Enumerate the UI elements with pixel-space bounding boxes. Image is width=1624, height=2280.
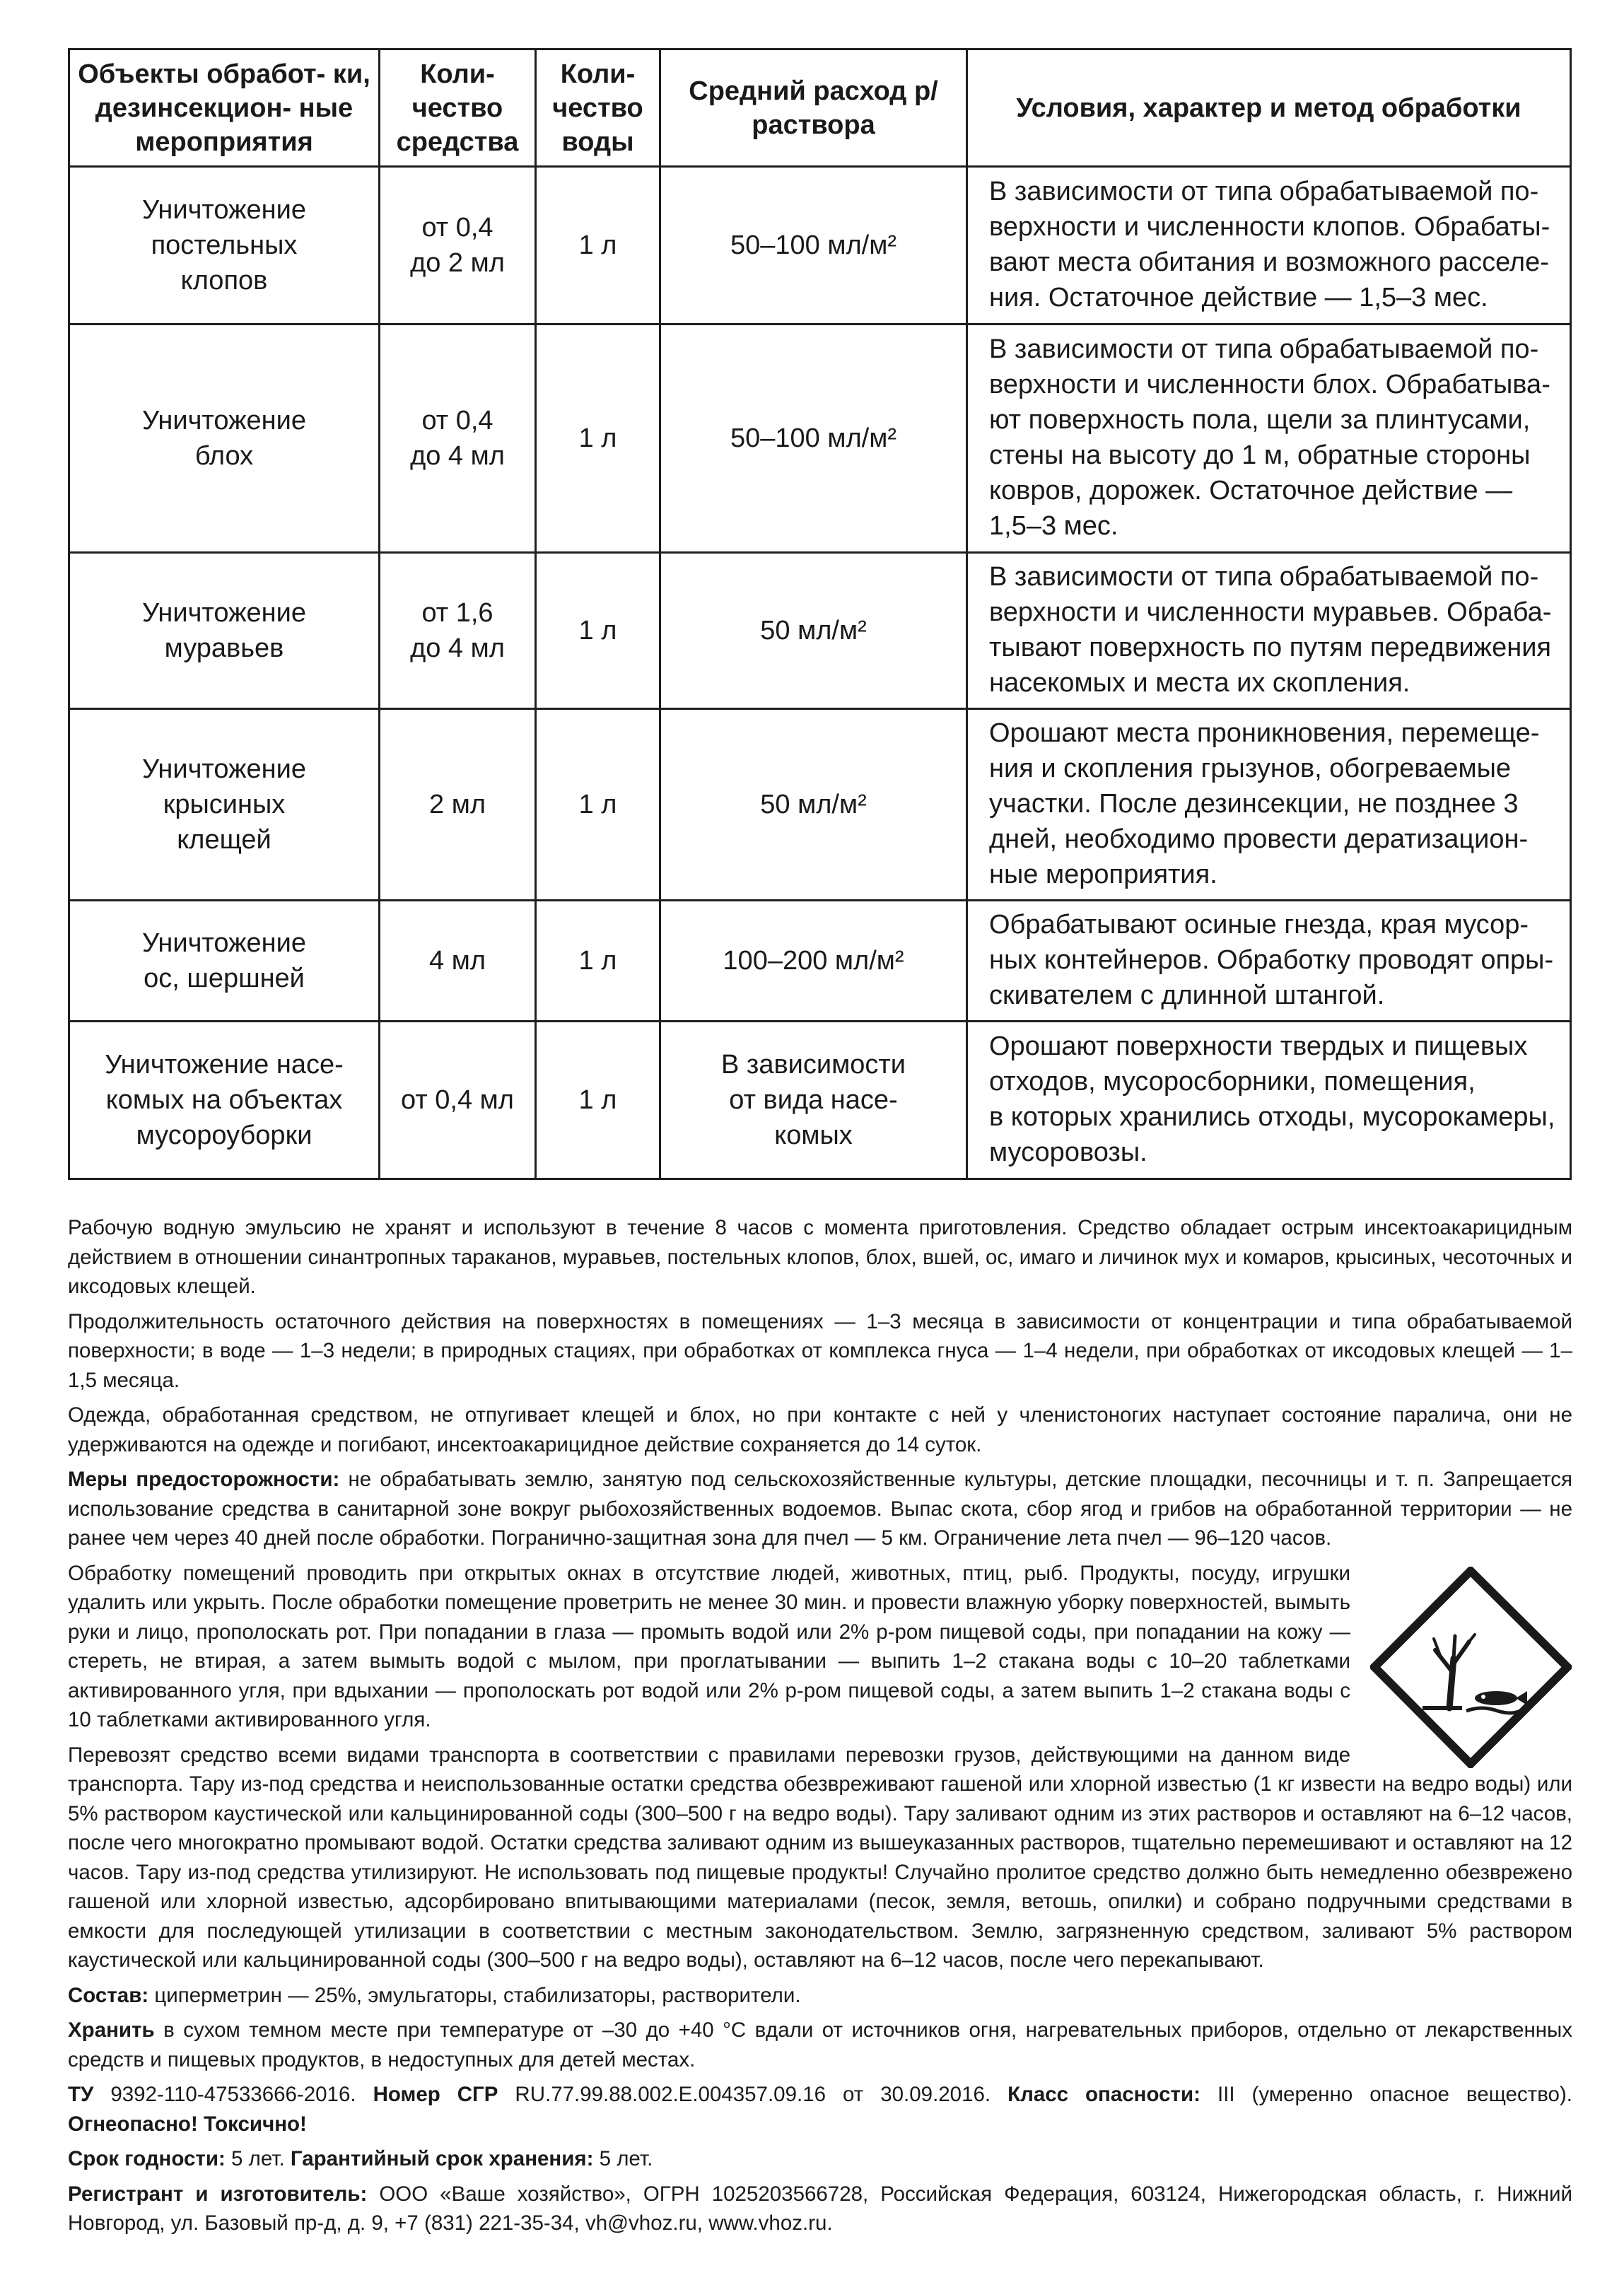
storage-label: Хранить bbox=[68, 2018, 155, 2042]
warranty-value: 5 лет. bbox=[593, 2147, 653, 2170]
table-row bbox=[69, 553, 1571, 709]
cell-amount: от 0,4 до 2 мл bbox=[380, 167, 536, 325]
warranty-label: Гарантийный срок хранения: bbox=[290, 2147, 594, 2170]
cell-object: Уничтожение постельных клопов bbox=[69, 167, 380, 325]
cell-water: 1 л bbox=[536, 1022, 660, 1179]
precautions-text: не обрабатывать землю, занятую под сельскохозяйственные культуры, детские площадки, песочницы и т. п. Запрещается использование средства в санитарной зоне вокруг рыбохозяйственных водоемов. Выпас скота, сбор ягод и грибов на обработанной территории — не ранее чем через 40 дней после обработки. Погранично-защитная зона для пчел — 5 км. Ограничение лета пчел — 96–120 часов. bbox=[68, 1468, 1572, 1550]
cell-rate: В зависимости от вида насе- комых bbox=[660, 1022, 967, 1179]
tu-value: 9392-110-47533666-2016. bbox=[93, 2083, 373, 2106]
storage-text: в сухом темном месте при температуре от –30 до +40 °С вдали от источников огня, нагревательных приборов, отдельно от лекарственных средств и пищевых продуктов, в недоступных для детей местах. bbox=[68, 2018, 1572, 2071]
table-header-row bbox=[69, 49, 1571, 167]
usage-table bbox=[68, 48, 1572, 1180]
tu-label: ТУ bbox=[68, 2083, 94, 2106]
paragraph-first-aid: Обработку помещений проводить при открытых окнах в отсутствие людей, животных, птиц, рыб. Продукты, посуду, игрушки удалить или укрыть. После обработки помещение проветрить не менее 30 мин. и провести влажную уборку поверхностей, вымыть руки и лицо, прополоскать рот. При попадании в глаза — промыть водой или 2% р-ром пищевой соды, при попадании на кожу — стереть, не втирая, а затем вымыть водой с мылом, при проглатывании — выпить 1–2 стакана воды с 10–20 таблетками активированного угля, при вдыхании — прополоскать рот водой или 2% р-ром пищевой соды, а затем выпить 1–2 стакана воды с 10 таблетками активированного угля. bbox=[68, 1561, 1350, 1731]
sgr-label: Номер СГР bbox=[373, 2083, 498, 2106]
cell-water: 1 л bbox=[536, 325, 660, 553]
cell-water: 1 л bbox=[536, 553, 660, 709]
header-water: Коли- чество воды bbox=[536, 49, 660, 167]
cell-amount: от 0,4 мл bbox=[380, 1022, 536, 1179]
table-row bbox=[69, 1022, 1571, 1179]
paragraph-registration bbox=[68, 2080, 1572, 2139]
hazard-class-label: Класс опасности: bbox=[1007, 2083, 1201, 2106]
cell-object: Уничтожение муравьев bbox=[69, 553, 380, 709]
cell-conditions: Обрабатывают осиные гнезда, края мусор- ных контейнеров. Обработку проводят опры- скивателем с длинной штангой. bbox=[967, 901, 1571, 1022]
hazard-class-value: III (умеренно опасное вещество). bbox=[1200, 2083, 1572, 2106]
cell-rate: 50 мл/м² bbox=[660, 553, 967, 709]
instructions-text bbox=[68, 1213, 1572, 2244]
paragraph-storage bbox=[68, 2016, 1572, 2074]
paragraph-composition bbox=[68, 1981, 1572, 2011]
cell-water: 1 л bbox=[536, 167, 660, 325]
table-row bbox=[69, 167, 1571, 325]
cell-water: 1 л bbox=[536, 901, 660, 1022]
cell-conditions: В зависимости от типа обрабатываемой по- верхности и численности муравьев. Обраба- тывают поверхность по путям передвижения насекомых и места их скопления. bbox=[967, 553, 1571, 709]
composition-text: циперметрин — 25%, эмульгаторы, стабилизаторы, растворители. bbox=[148, 1983, 801, 2007]
cell-conditions: В зависимости от типа обрабатываемой по- верхности и численности клопов. Обрабаты- вают места обитания и возможного расселе- ния. Остаточное действие — 1,5–3 мес. bbox=[967, 167, 1571, 325]
cell-object: Уничтожение блох bbox=[69, 325, 380, 553]
paragraph-precautions bbox=[68, 1465, 1572, 1553]
manufacturer-text: ООО «Ваше хозяйство», ОГРН 1025203566728, Российская Федерация, 603124, Нижегородская область, г. Нижний Новгород, ул. Базовый пр-д, д. 9, +7 (831) 221-35-34, vh@vhoz.ru, www.vhoz.ru. bbox=[68, 2182, 1572, 2235]
cell-conditions: Орошают места проникновения, перемеще- ния и скопления грызунов, обогреваемые участки. После дезинсекции, не позднее 3 дней, необходимо провести дератизацион- ные мероприятия. bbox=[967, 709, 1571, 901]
manufacturer-label: Регистрант и изготовитель: bbox=[68, 2182, 368, 2206]
cell-object: Уничтожение насе- комых на объектах мусороуборки bbox=[69, 1022, 380, 1179]
shelf-life-label: Срок годности: bbox=[68, 2147, 226, 2170]
cell-amount: от 1,6 до 4 мл bbox=[380, 553, 536, 709]
composition-label: Состав: bbox=[68, 1983, 149, 2007]
cell-amount: 2 мл bbox=[380, 709, 536, 901]
cell-amount: от 0,4 до 4 мл bbox=[380, 325, 536, 553]
environment-hazard-icon bbox=[1370, 1567, 1572, 1768]
paragraph-transport-disposal: Перевозят средство всеми видами транспорта в соответствии с правилами перевозки грузов, действующими на данном виде транспорта. Тару из-под средства и неиспользованные остатки средства обезвреживают гашеной или хлорной известью (1 кг извести на ведро воды) или 5% раствором каустической или кальцинированной соды (300–500 г на ведро воды). Тару заливают одним из этих растворов и оставляют на 6–12 часов, после чего многократно промывают водой. Остатки средства заливают одним из вышеуказанных растворов, тщательно перемешивают и оставляют на 12 часов. Тару из-под средства утилизируют. Не использовать под пищевые продукты! Случайно пролитое средство должно быть немедленно обезврежено гашеной или хлорной известью, адсорбировано впитывающими материалами (песок, земля, ветошь, опилки) и собрано подручными средствами в емкости для последующей утилизации в соответствии с местным законодательством. Землю, загрязненную средством, заливают 5% раствором каустической или кальцинированной соды (300–500 г на ведро воды), оставляют на 6–12 часов, после чего перекапывают. bbox=[68, 1743, 1572, 1972]
header-amount: Коли- чество средства bbox=[380, 49, 536, 167]
table-row bbox=[69, 901, 1571, 1022]
paragraph-manufacturer bbox=[68, 2180, 1572, 2238]
sgr-value: RU.77.99.88.002.Е.004357.09.16 от 30.09.2016. bbox=[498, 2083, 1008, 2106]
header-object: Объекты обработ- ки, дезинсекцион- ные мероприятия bbox=[69, 49, 380, 167]
paragraph-shelf-life bbox=[68, 2144, 1572, 2174]
table-row bbox=[69, 709, 1571, 901]
paragraph-clothing: Одежда, обработанная средством, не отпугивает клещей и блох, но при контакте с ней у членистоногих наступает состояние паралича, они не удерживаются на одежде и погибают, инсектоакарицидное действие сохраняется до 14 суток. bbox=[68, 1403, 1572, 1456]
shelf-life-value: 5 лет. bbox=[225, 2147, 291, 2170]
header-rate: Средний расход р/раствора bbox=[660, 49, 967, 167]
cell-rate: 50–100 мл/м² bbox=[660, 325, 967, 553]
cell-rate: 100–200 мл/м² bbox=[660, 901, 967, 1022]
cell-object: Уничтожение ос, шершней bbox=[69, 901, 380, 1022]
paragraph-emulsion: Рабочую водную эмульсию не хранят и используют в течение 8 часов с момента приготовления. Средство обладает острым инсектоакарицидным действием в отношении синантропных тараканов, муравьев, постельных клопов, блох, вшей, ос, имаго и личинок мух и комаров, крысиных, чесоточных и иксодовых клещей. bbox=[68, 1216, 1572, 1298]
hazard-pictogram-svg bbox=[1370, 1567, 1572, 1768]
table-row bbox=[69, 325, 1571, 553]
cell-amount: 4 мл bbox=[380, 901, 536, 1022]
cell-rate: 50 мл/м² bbox=[660, 709, 967, 901]
diamond-border bbox=[1374, 1571, 1567, 1764]
precautions-label: Меры предосторожности: bbox=[68, 1468, 340, 1491]
cell-rate: 50–100 мл/м² bbox=[660, 167, 967, 325]
cell-water: 1 л bbox=[536, 709, 660, 901]
header-conditions: Условия, характер и метод обработки bbox=[967, 49, 1571, 167]
cell-conditions: Орошают поверхности твердых и пищевых отходов, мусоросборники, помещения, в которых хранились отходы, мусорокамеры, мусоровозы. bbox=[967, 1022, 1571, 1179]
warning-text: Огнеопасно! Токсично! bbox=[68, 2112, 307, 2136]
cell-object: Уничтожение крысиных клещей bbox=[69, 709, 380, 901]
cell-conditions: В зависимости от типа обрабатываемой по- верхности и численности блох. Обрабатыва- ют поверхность пола, щели за плинтусами, стены на высоту до 1 м, обратные стороны ковров, дорожек. Остаточное действие — 1,5–3 мес. bbox=[967, 325, 1571, 553]
paragraph-residual-action: Продолжительность остаточного действия на поверхностях в помещениях — 1–3 месяца в зависимости от концентрации и типа обрабатываемой поверхности; в воде — 1–3 недели; в природных стациях, при обработках от комплекса гнуса — 1–4 недели, при обработках от иксодовых клещей — 1–1,5 месяца. bbox=[68, 1309, 1572, 1392]
